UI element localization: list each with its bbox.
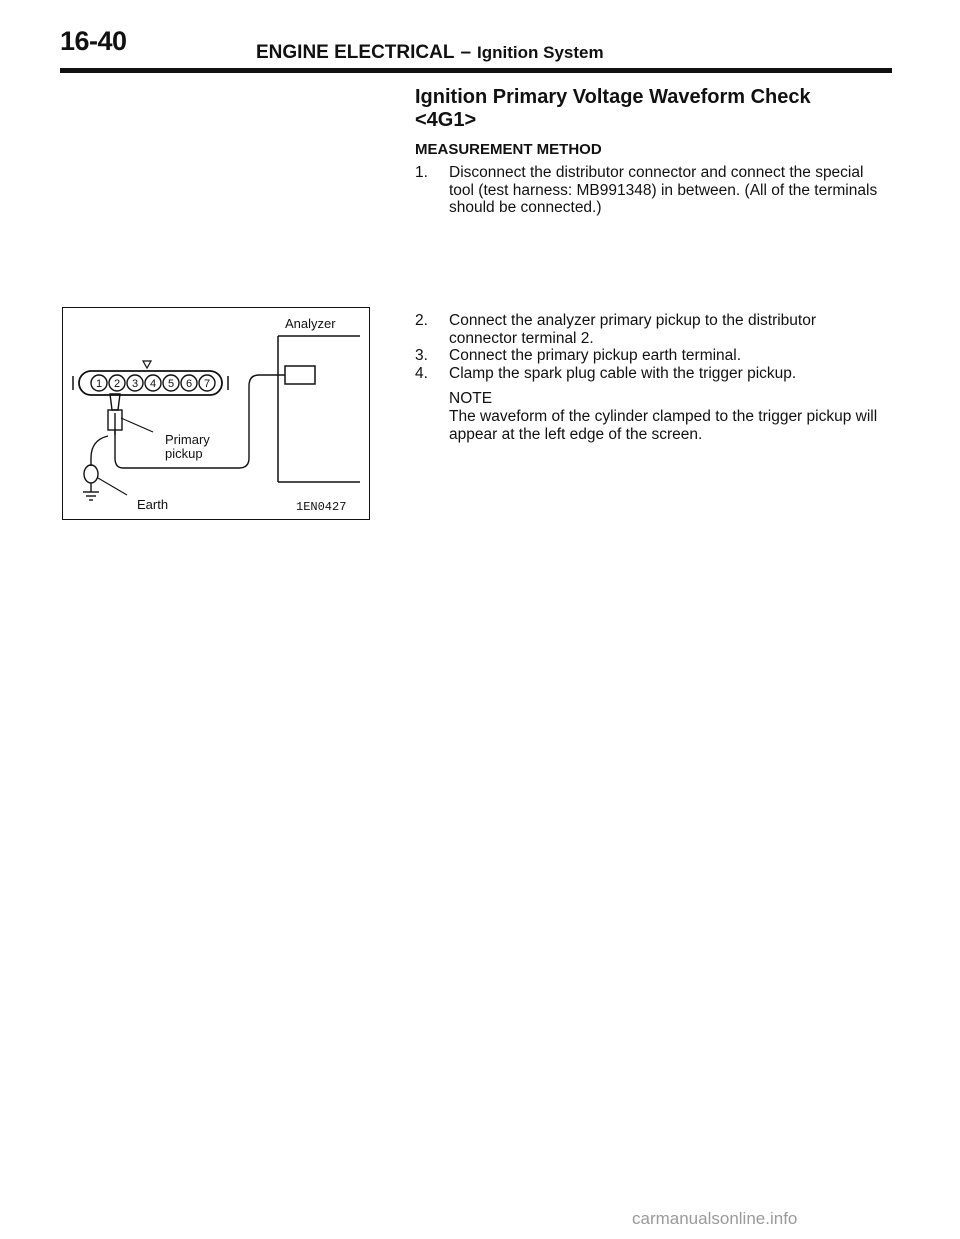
analyzer-connection-figure [62,307,370,520]
header-rule [60,68,892,73]
section-title: ENGINE ELECTRICAL – Ignition System [256,42,604,63]
analyzer-label: Analyzer [285,316,336,331]
earth-lead [91,436,108,466]
terminal-6: 6 [185,378,193,390]
terminal-3: 3 [131,378,139,390]
procedure-intro [415,86,885,217]
method-heading: MEASUREMENT METHOD [415,141,602,158]
step-item: 2. Connect the analyzer primary pickup to the distributor connector terminal 2. [415,312,817,347]
primary-leader-line [121,418,153,432]
site-watermark: carmanualsonline.info [632,1209,798,1228]
earth-leader-line [98,478,127,495]
step-item: 1. Disconnect the distributor connector and connect the special tool (test harness: MB991348) in between. (All of the terminals should be connected.) [415,164,878,216]
terminal-4: 4 [149,378,157,390]
terminal-7: 7 [203,378,211,390]
engine-code: <4G1> [415,109,477,131]
earth-label: Earth [137,497,169,512]
terminal-marker-icon [143,361,151,368]
section-name: ENGINE ELECTRICAL [256,42,455,63]
pickup-label: pickup [165,446,203,461]
terminal-5: 5 [167,378,175,390]
terminal-2: 2 [113,378,121,390]
analyzer-port [285,366,315,384]
procedure-steps [415,312,885,443]
terminal-1: 1 [95,378,103,390]
subsection-name: Ignition System [477,43,604,62]
earth-clip [84,465,98,483]
primary-label: Primary [165,432,210,447]
note-text: The waveform of the cylinder clamped to the trigger pickup will appear at the left edge of the screen. [449,408,878,443]
procedure-title: Ignition Primary Voltage Waveform Check <4G1> [415,86,811,131]
page-header [60,26,892,74]
step-item: 4. Clamp the spark plug cable with the trigger pickup. [415,364,797,382]
figure-code: 1EN0427 [296,500,347,514]
connection-diagram [63,308,369,519]
probe-pin [110,394,120,410]
step-item: 3. Connect the primary pickup earth terminal. [415,347,742,364]
note-label: NOTE [449,390,493,407]
page-number: 16-40 [60,26,127,56]
